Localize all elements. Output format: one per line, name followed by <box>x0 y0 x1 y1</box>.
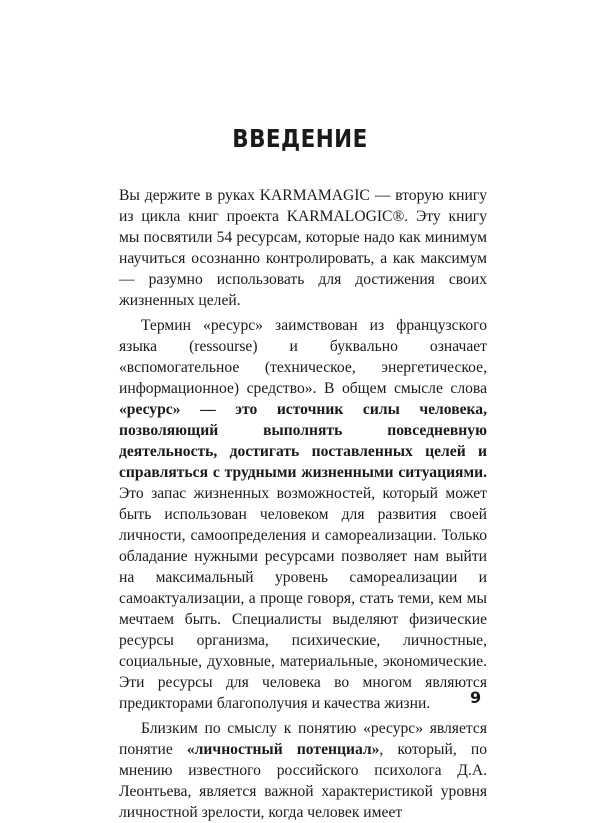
personal-potential-bold: «личностный потенциал» <box>186 741 380 758</box>
resource-definition-bold: «ресурс» — это источник силы человека, позволяющий выполнять повседневную деятельность, достигать поставленных целей и справляться с трудными жизненными ситуациями. <box>119 401 487 481</box>
paragraph-3-text-b: , который, по мнению известного российского психолога Д.А. Леонтьева, является важной характеристикой уровня личностной зрелости, когда человек имеет <box>119 741 488 821</box>
page-number: 9 <box>470 688 482 707</box>
paragraph-3-text-a: Близким по смыслу к понятию «ресурс» является понятие <box>119 720 487 758</box>
paragraph-1-text: Вы держите в руках KARMAMAGIC — вторую книгу из цикла книг проекта KARMALOGIC®. Эту книгу мы посвятили 54 ресурсам, которые надо как минимум научиться осознанно контролировать, а как максимум — разумно использовать для достижения своих жизненных целей. <box>119 187 487 309</box>
paragraph-3 <box>119 718 487 823</box>
paragraph-2-text-b: Это запас жизненных возможностей, который может быть использован человеком для развития своей личности, самоопределения и самореализации. Только обладание нужными ресурсами позволяет нам выйти на максимальный уровень самореализации и самоактуализации, а проще говоря, стать теми, кем мы мечтаем быть. Специалисты выделяют физические ресурсы организма, психические, личностные, социальные, духовные, материальные, экономические. Эти ресурсы для человека во многом являются предикторами благополучия и качества жизни. <box>119 485 487 712</box>
chapter-title: ВВЕДЕНИЕ <box>232 124 368 153</box>
paragraph-2-text-a: Термин «ресурс» заимствован из французского языка (ressourse) и буквально означает «вспомогательное (техническое, энергетическое, информационное) средство». В общем смысле слова <box>119 317 487 397</box>
body-text <box>119 185 487 823</box>
paragraph-1 <box>119 185 487 311</box>
paragraph-2 <box>119 315 487 714</box>
